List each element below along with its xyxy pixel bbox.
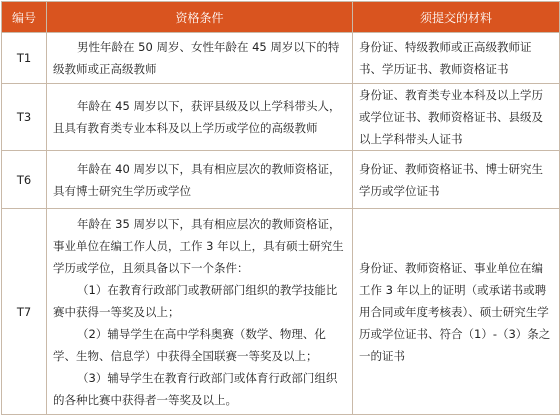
row-condition: 年龄在 45 周岁以下，获评县级及以上学科带头人，且具有教育类专业本科及以上学历或学位的高级教师 <box>47 84 353 151</box>
header-materials: 须提交的材料 <box>353 2 560 33</box>
table-header-row <box>2 2 560 33</box>
row-condition: 男性年龄在 50 周岁、女性年龄在 45 周岁以下的特级教师或正高级教师 <box>47 33 353 84</box>
condition-intro: 年龄在 35 周岁以下，具有相应层次的教师资格证，事业单位在编工作人员，工作 3 年以上，具有硕士研究生学历或学位，且须具备以下一个条件： <box>53 216 344 275</box>
row-materials: 身份证、教师资格证书、博士研究生学历或学位证书 <box>353 151 560 209</box>
condition-item-3: （3）辅导学生在教育行政部门或体育行政部门组织的各种比赛中获得者一等奖及以上。 <box>53 370 338 407</box>
row-materials: 身份证、教育类专业本科及以上学历或学位证书、教师资格证书、县级及以上学科带头人证书 <box>353 84 560 151</box>
qualification-table <box>1 1 560 415</box>
table-row <box>2 33 560 84</box>
header-id: 编号 <box>2 2 47 33</box>
row-id: T1 <box>2 33 47 84</box>
row-materials: 身份证、特级教师或正高级教师证书、学历证书、教师资格证书 <box>353 33 560 84</box>
row-id: T6 <box>2 151 47 209</box>
table-row <box>2 84 560 151</box>
row-condition: 年龄在 40 周岁以下，具有相应层次的教师资格证，具有博士研究生学历或学位 <box>47 151 353 209</box>
row-condition <box>47 209 353 415</box>
condition-item-1: （1）在教育行政部门或教研部门组织的教学技能比赛中获得一等奖及以上； <box>53 282 338 319</box>
condition-item-2: （2）辅导学生在高中学科奥赛（数学、物理、化学、生物、信息学）中获得全国联赛一等奖及以上； <box>53 326 326 363</box>
row-id: T3 <box>2 84 47 151</box>
row-id: T7 <box>2 209 47 415</box>
table-row <box>2 151 560 209</box>
header-condition: 资格条件 <box>47 2 353 33</box>
table-row <box>2 209 560 415</box>
row-materials: 身份证、教师资格证、事业单位在编工作 3 年以上的证明（或承诺书或聘用合同或年度考核表）、硕士研究生学历或学位证书、符合（1）-（3）条之一的证书 <box>353 209 560 415</box>
